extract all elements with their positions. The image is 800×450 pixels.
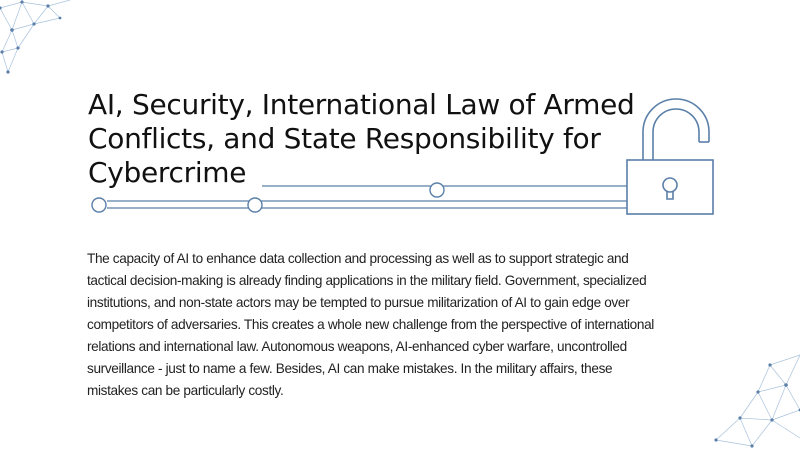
circuit-node bbox=[92, 198, 106, 212]
slide-body-text: The capacity of AI to enhance data collection and processing as well as to support strategic and tactical decision-making is already finding applications in the military field. Government, specialized institutions, and non-state actors may be tempted to pursue militarization of AI to gain edge over competitors of adversaries. This creates a whole new challenge from the perspective of international relations and international law. Autonomous weapons, AI-enhanced cyber warfare, uncontrolled surveillance - just to name a few. Besides, AI can make mistakes. In the military affairs, these mistakes can be particularly costly. bbox=[87, 251, 654, 398]
slide-title: AI, Security, International Law of Armed Conflicts, and State Responsibility for Cybercrime bbox=[88, 88, 635, 189]
circuit-node bbox=[248, 198, 262, 212]
